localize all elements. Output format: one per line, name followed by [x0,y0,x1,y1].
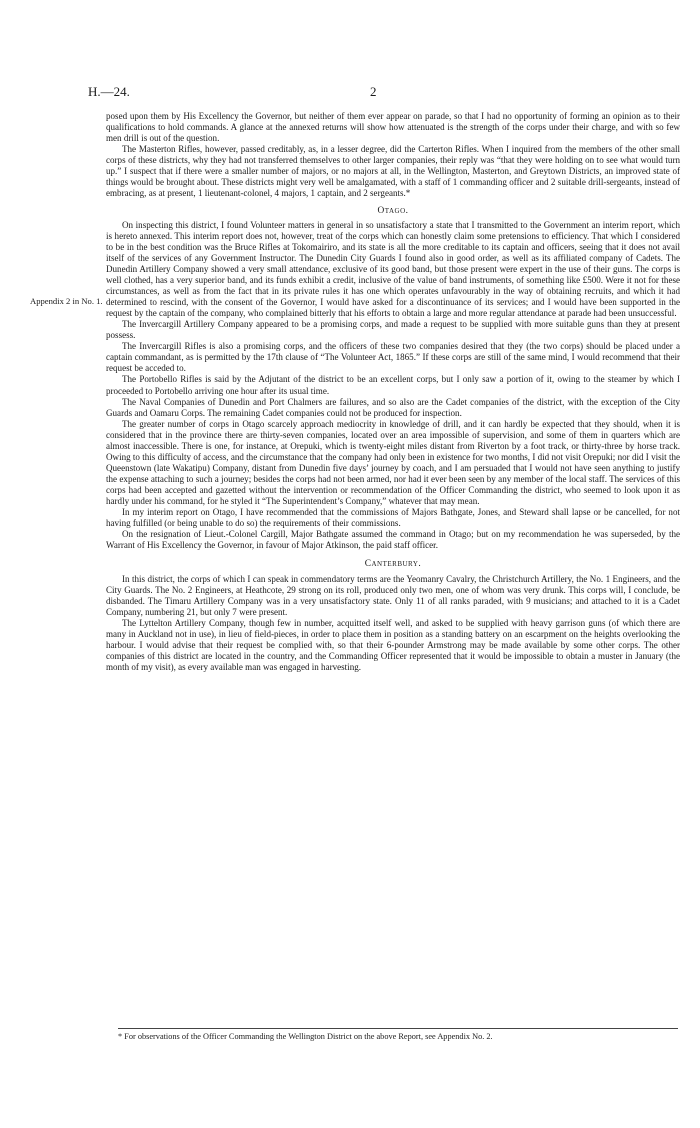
margin-note: Appendix 2 in No. 1. [30,296,103,306]
paragraph: In my interim report on Otago, I have recommended that the commissions of Majors Bathgate, Jones, and Steward shall lapse or be cancelled, for not having fulfilled (or being unable to do so) the requirements of their commissions. [106,507,680,529]
report-body [106,111,680,673]
section-heading-otago: Otago. [377,205,409,216]
paragraph: On inspecting this district, I found Volunteer matters in general in so unsatisfactory a state that I transmitted to the Government an interim report, which is hereto annexed. This interim report does not, however, treat of the corps which can honestly claim some pretensions to efficiency. That which I considered to be in the best condition was the Bruce Rifles at Tokomairiro, and its state is all the more creditable to its captain and officers, seeing that it does not avail itself of the services of any Government Instructor. The Dunedin City Guards I found also in good order, as well as its affiliated company of Cadets. The Dunedin Artillery Company showed a very small attendance, exclusive of its good band, but those present were expert in the use of their guns. The corps is well clothed, has a very superior band, and its funds exhibit a credit, inclusive of the value of band instruments, of something like £500. Were it not for these circumstances, as well as from the fact that in its private rules it has one which operates unfavourably in the way of obtaining recruits, and which it had determined to rescind, with the consent of the Governor, I would have asked for a discontinuance of its services; and I would have been supported in the request by the captain of the company, who complained bitterly that his efforts to obtain a large and more regular attendance at parade had been unsuccessful. [106,219,680,319]
paragraph: In this district, the corps of which I can speak in commendatory terms are the Yeomanry Cavalry, the Christchurch Artillery, the No. 1 Engineers, and the City Guards. The No. 2 Engineers, at Heathcote, 29 strong on its roll, produced only two men, one of whom was very drunk. This corps will, I conclude, be disbanded. The Timaru Artillery Company was in a very unsatisfactory state. Only 11 of all ranks paraded, with 9 musicians; and attached to it is a Cadet Company, numbering 21, but only 7 were present. [106,573,680,617]
paragraph: The greater number of corps in Otago scarcely approach mediocrity in knowledge of drill, and it can hardly be expected that they should, when it is considered that in the province there are thirty-seven companies, located over an area impossible of supervision, and some of them in quarters which are almost inaccessible. There is one, for instance, at Orepuki, which is twenty-eight miles distant from Riverton by a foot track, or thirty-three by horse track. Owing to this difficulty of access, and the circumstance that the company had only been in existence for two months, I did not visit Orepuki; nor did I visit the Queenstown (late Wakatipu) Company, distant from Dunedin five days’ journey by coach, and I am persuaded that I would not have seen anything to justify the expense attaching to such a journey; besides the corps had not been armed, nor had it ever been seen by any member of the local staff. The services of this corps had been accepted and gazetted without the intervention or recommendation of the Officer Commanding the district, who seemed to look upon it as hardly under his command, for he styled it “The Superintendent’s Company,” whatever that may mean. [106,418,680,507]
paragraph: The Naval Companies of Dunedin and Port Chalmers are failures, and so also are the Cadet companies of the district, with the exception of the City Guards and Oamaru Corps. The remaining Cadet companies could not be produced for inspection. [106,396,680,418]
paragraph: The Invercargill Artillery Company appeared to be a promising corps, and made a request to be supplied with more suitable guns than they at present possess. [106,319,680,341]
paragraph: The Invercargill Rifles is also a promising corps, and the officers of these two companies desired that they (the two corps) should be placed under a captain commandant, as is permitted by the 17th clause of “The Volunteer Act, 1865.” If these corps are still of the same mind, I would recommend that their request be acceded to. [106,341,680,374]
footnote-divider [118,1028,678,1029]
section-heading-canterbury: Canterbury. [364,559,422,570]
page-number: 2 [370,84,377,99]
paragraph: On the resignation of Lieut.-Colonel Cargill, Major Bathgate assumed the command in Otago; but on my recommendation he was superseded, by the Warrant of His Excellency the Governor, in favour of Major Atkinson, the paid staff officer. [106,529,680,551]
footnote: * For observations of the Officer Commanding the Wellington District on the above Report, see Appendix No. 2. [118,1032,493,1041]
document-reference: H.—24. [88,84,130,99]
paragraph: posed upon them by His Excellency the Governor, but neither of them ever appear on parade, so that I had no opportunity of forming an opinion as to their qualifications to hold commands. A glance at the annexed returns will show how attenuated is the strength of the corps under their charge, and with so few men drill is out of the question. [106,111,680,144]
paragraph: The Masterton Rifles, however, passed creditably, as, in a lesser degree, did the Carterton Rifles. When I inquired from the members of the other small corps of these districts, why they had not transferred themselves to other larger companies, their reply was “that they were holding on to see what would turn up.” I suspect that if there were a smaller number of majors, or no majors at all, in the Wellington, Masterton, and Greytown Districts, an improved state of things would be brought about. These districts might very well be amalgamated, with a staff of 1 commanding officer and 2 suitable drill-sergeants, instead of embracing, as at present, 1 lieutenant-colonel, 4 majors, 1 captain, and 2 sergeants.* [106,144,680,199]
paragraph: The Portobello Rifles is said by the Adjutant of the district to be an excellent corps, but I only saw a portion of it, owing to the steamer by which I proceeded to Portobello arriving one hour after its usual time. [106,374,680,396]
page-header [88,84,678,100]
paragraph: The Lyttelton Artillery Company, though few in number, acquitted itself well, and asked to be supplied with heavy garrison guns (of which there are many in Auckland not in use), in lieu of field-pieces, in order to place them in position as a standing battery on an escarpment on the heights overlooking the harbour. I would advise that their request be complied with, so that their 6-pounder Armstrong may be made available by some other corps. The other companies of this district are located in the country, and the Commanding Officer represented that it would be impossible to obtain a muster in January (the month of my visit), as every available man was engaged in harvesting. [106,617,680,672]
